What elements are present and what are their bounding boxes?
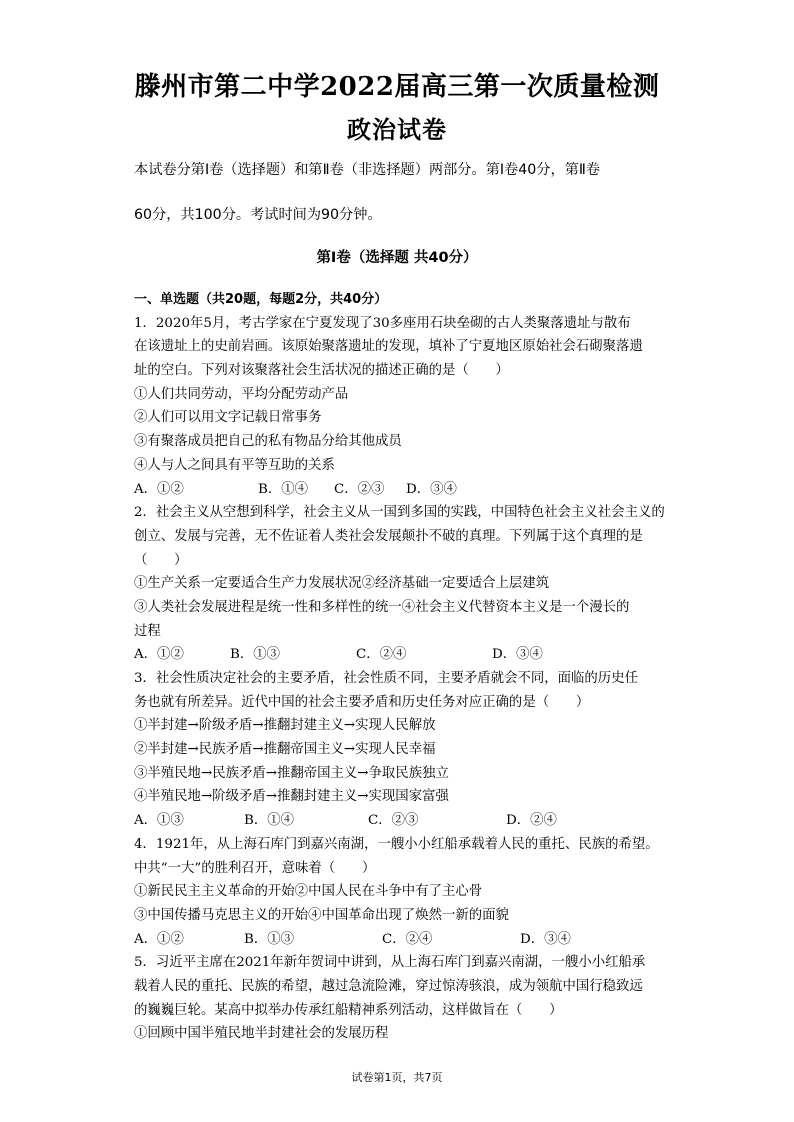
question-statement: ④半殖民地→阶级矛盾→推翻封建主义→实现国家富强 (134, 789, 449, 805)
instructions-line: 本试卷分第Ⅰ卷（选择题）和第Ⅱ卷（非选择题）两部分。第Ⅰ卷40分，第Ⅱ卷 (134, 162, 601, 178)
answer-options (134, 928, 674, 952)
answer-option[interactable]: C．②④ (382, 931, 433, 947)
question-stem-line: 在该遗址上的史前岩画。该原始聚落遗址的发现，填补了宁夏地区原始社会石砌聚落遗 (134, 339, 643, 355)
question-1 (134, 312, 674, 502)
question-stem-line: 创立、发展与完善，无不佐证着人类社会发展颠扑不破的真理。下列属于这个真理的是 (134, 528, 643, 544)
question-statement: ③有聚落成员把自己的私有物品分给其他成员 (134, 434, 402, 450)
section-title: 第Ⅰ卷（选择题 共40分） (316, 250, 478, 266)
question-statement: ③人类社会发展进程是统一性和多样性的统一④社会主义代替资本主义是一个漫长的 (134, 599, 630, 615)
answer-option[interactable]: A．①② (134, 481, 184, 497)
answer-option[interactable]: B．①③ (244, 931, 295, 947)
question-stem-line: 务也就有所差异。近代中国的社会主要矛盾和历史任务对应正确的是（ ） (134, 694, 590, 710)
question-stem-line: 1．2020年5月，考古学家在宁夏发现了30多座用石块垒砌的古人类聚落遗址与散布 (134, 315, 631, 331)
question-3 (134, 667, 674, 833)
answer-option[interactable]: B．①④ (258, 481, 309, 497)
question-statement: ④人与人之间具有平等互助的关系 (134, 457, 335, 473)
exam-subtitle: 政治试卷 (347, 115, 447, 144)
question-4 (134, 833, 674, 951)
question-stem-line: 3．社会性质决定社会的主要矛盾，社会性质不同，主要矛盾就会不同，面临的历史任 (134, 671, 638, 686)
part-heading: 一、单选题（共20题，每题2分，共40分） (134, 292, 388, 307)
question-body (134, 288, 674, 1046)
answer-option[interactable]: D．③④ (406, 481, 457, 497)
question-statement: ③中国传播马克思主义的开始④中国革命出现了焕然一新的面貌 (134, 907, 509, 923)
question-statement: ①回顾中国半殖民地半封建社会的发展历程 (134, 1026, 389, 1042)
question-stem-line: 址的空白。下列对该聚落社会生活状况的描述正确的是（ ） (134, 363, 509, 379)
question-statement: ①半封建→阶级矛盾→推翻封建主义→实现人民解放 (134, 718, 436, 734)
answer-option[interactable]: C．②④ (356, 647, 407, 663)
question-2 (134, 501, 674, 667)
question-statement: ①人们共同劳动，平均分配劳动产品 (134, 386, 349, 402)
question-statement: 过程 (134, 623, 161, 639)
question-list (134, 312, 674, 1046)
answer-option[interactable]: B．①④ (244, 813, 295, 829)
question-statement: ②人们可以用文字记载日常事务 (134, 410, 322, 426)
question-statement: ②半封建→民族矛盾→推翻帝国主义→实现人民幸福 (134, 742, 436, 758)
answer-option[interactable]: C．②③ (368, 813, 419, 829)
answer-option[interactable]: D．③④ (492, 647, 543, 663)
answer-option[interactable]: D．③④ (520, 931, 571, 947)
exam-title: 滕州市第二中学2022届高三第一次质量检测 (134, 72, 660, 102)
question-statement: ③半殖民地→民族矛盾→推翻帝国主义→争取民族独立 (134, 765, 449, 781)
question-stem-line: （ ） (134, 552, 188, 568)
answer-option[interactable]: C．②③ (334, 481, 385, 497)
answer-options (134, 643, 674, 667)
question-stem-line: 中共“一大”的胜利召开，意味着（ ） (134, 860, 376, 876)
instructions-line: 60分，共100分。考试时间为90分钟。 (134, 207, 382, 223)
question-stem-line: 2．社会主义从空想到科学，社会主义从一国到多国的实践，中国特色社会主义社会主义的 (134, 505, 665, 521)
answer-options (134, 809, 674, 833)
answer-option[interactable]: B．①③ (230, 647, 281, 663)
answer-option[interactable]: A．①② (134, 647, 184, 663)
question-statement: ①新民民主主义革命的开始②中国人民在斗争中有了主心骨 (134, 884, 483, 900)
answer-option[interactable]: A．①③ (134, 813, 184, 829)
page-footer: 试卷第1页，共7页 (351, 1071, 443, 1084)
question-statement: ①生产关系一定要适合生产力发展状况②经济基础一定要适合上层建筑 (134, 576, 550, 592)
answer-options (134, 478, 674, 502)
answer-option[interactable]: D．②④ (506, 813, 557, 829)
question-5 (134, 951, 674, 1046)
question-stem-line: 4．1921年，从上海石库门到嘉兴南湖，一艘小小红船承载着人民的重托、民族的希望。 (134, 836, 659, 852)
question-stem-line: 载着人民的重托、民族的希望，越过急流险滩，穿过惊涛骇浪，成为领航中国行稳致远 (134, 978, 643, 994)
exam-instructions (134, 148, 674, 238)
question-stem-line: 的巍巍巨轮。某高中拟举办传承红船精神系列活动，这样做旨在（ ） (134, 1002, 563, 1018)
answer-option[interactable]: A．①② (134, 931, 184, 947)
question-stem-line: 5．习近平主席在2021年新年贺词中讲到，从上海石库门到嘉兴南湖，一艘小小红船承 (134, 955, 646, 971)
